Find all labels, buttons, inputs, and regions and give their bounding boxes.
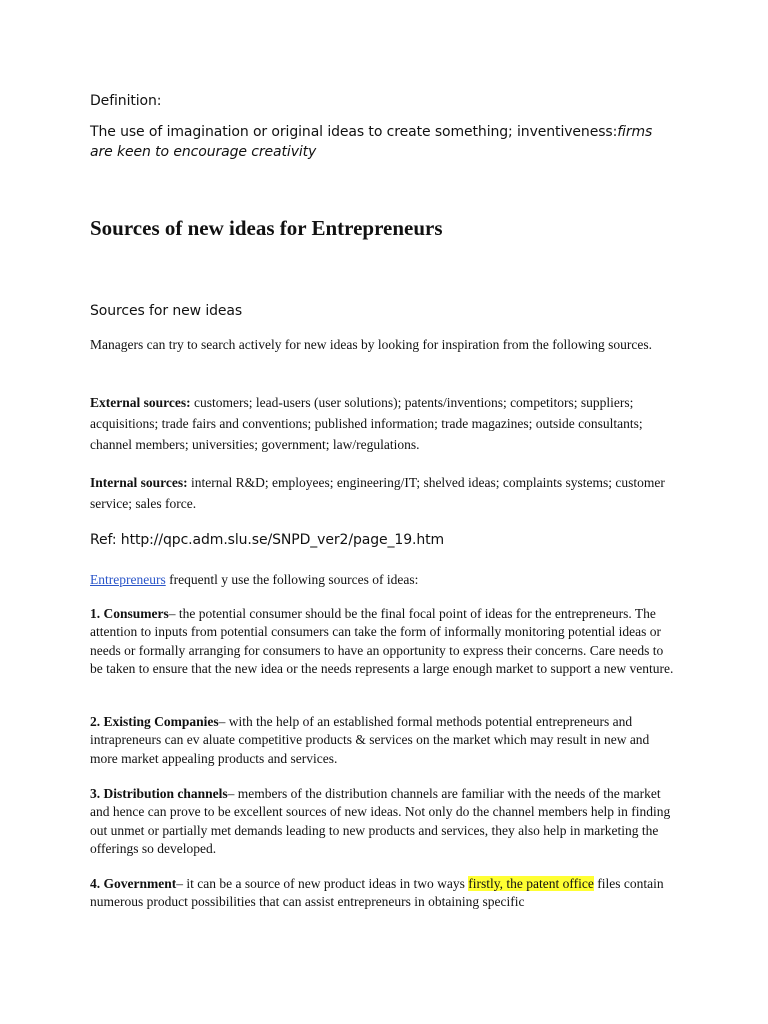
list-item: [90, 605, 678, 678]
list-item-text: – with the help of an established formal methods potential entrepreneurs and intrapreneurs can ev aluate competitive products & services on the market which may result in new and more market appealing products and services.: [90, 714, 650, 766]
internal-sources-paragraph: [90, 472, 690, 514]
external-sources-paragraph: [90, 392, 675, 455]
reference-line: Ref: http://qpc.adm.slu.se/SNPD_ver2/page_19.htm: [90, 532, 445, 548]
highlighted-text: firstly, the patent office: [468, 876, 594, 891]
list-item: [90, 713, 680, 768]
list-item: [90, 785, 680, 858]
entrepreneurs-paragraph: [90, 569, 690, 590]
list-item-text-continued: files contain numerous product possibilities that can assist entrepreneurs in obtaining specific: [90, 876, 664, 910]
list-item-label: 1. Consumers: [90, 606, 169, 621]
definition-example: firms are keen to encourage creativity: [90, 124, 653, 160]
list-item: [90, 875, 678, 912]
internal-sources-text: internal R&D; employees; engineering/IT; shelved ideas; complaints systems; customer service; sales force.: [90, 475, 665, 511]
list-item-label: 2. Existing Companies: [90, 714, 219, 729]
definition-body: The use of imagination or original ideas to create something; inventiveness:: [90, 124, 618, 140]
entrepreneurs-text: frequentl y use the following sources of ideas:: [165, 572, 419, 587]
list-item-label: 3. Distribution channels: [90, 786, 228, 801]
external-sources-text: customers; lead-users (user solutions); patents/inventions; competitors; suppliers; acquisitions; trade fairs and conventions; published information; trade magazines; outside consultants; channel members; universities; government; law/regulations.: [90, 395, 643, 452]
definition-text: [90, 122, 670, 162]
list-item-label: 4. Government: [90, 876, 177, 891]
intro-paragraph: Managers can try to search actively for new ideas by looking for inspiration from the following sources.: [90, 337, 652, 352]
internal-sources-label: Internal sources:: [90, 475, 188, 490]
entrepreneurs-link[interactable]: Entrepreneurs: [90, 572, 166, 587]
page-title: Sources of new ideas for Entrepreneurs: [90, 216, 443, 240]
list-item-text: – members of the distribution channels are familiar with the needs of the market and hence can prove to be excellent sources of new ideas. Not only do the channel members help in finding out unmet or partially met demands leading to new products and services, they also help in marketing the offerings so developed.: [90, 786, 671, 856]
external-sources-label: External sources:: [90, 395, 191, 410]
list-item-text: – it can be a source of new product ideas in two ways: [176, 876, 469, 891]
definition-label: Definition:: [90, 93, 162, 109]
subheading: Sources for new ideas: [90, 303, 243, 319]
list-item-text: – the potential consumer should be the final focal point of ideas for the entrepreneurs. The attention to inputs from potential consumers can take the form of informally monitoring potential ideas or needs or formally arranging for consumers to have an opportunity to express their concerns. Care needs to be taken to ensure that the new idea or the needs represents a large enough market to support a new venture.: [90, 606, 674, 676]
